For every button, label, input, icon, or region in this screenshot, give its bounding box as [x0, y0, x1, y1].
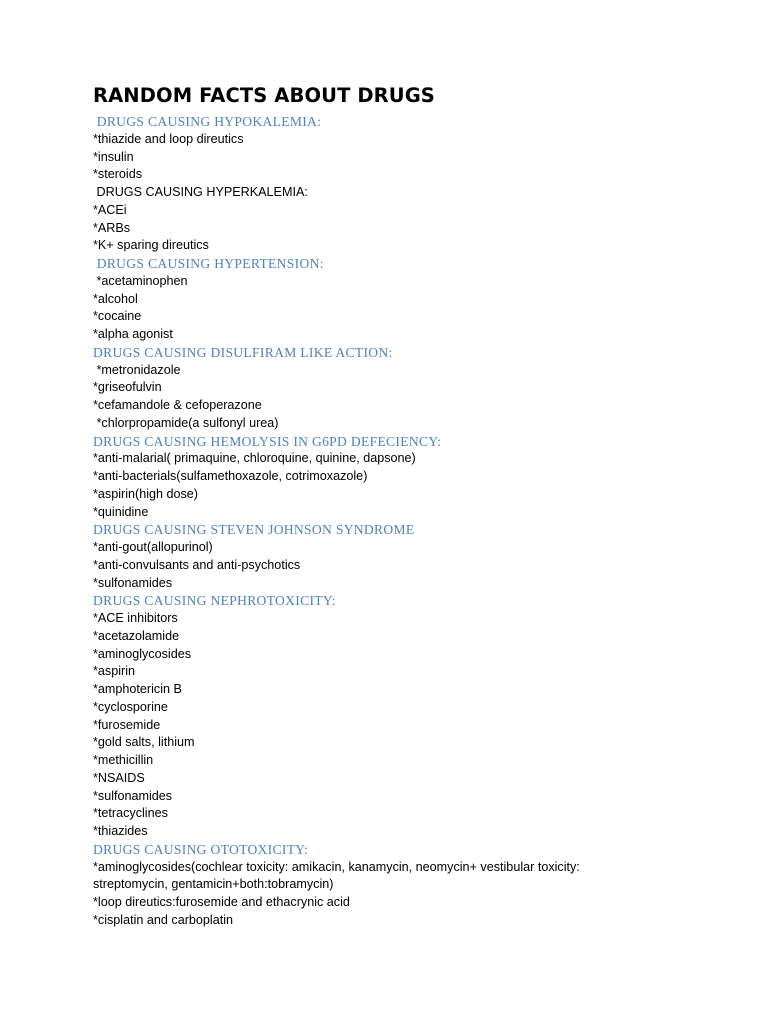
section-heading: DRUGS CAUSING OTOTOXICITY:: [93, 841, 309, 857]
list-item: *thiazide and loop direutics: [93, 131, 244, 146]
section-heading: DRUGS CAUSING HEMOLYSIS IN G6PD DEFECIENCY:: [93, 433, 442, 449]
list-item: *gold salts, lithium: [93, 735, 195, 750]
list-item: *cefamandole & cefoperazone: [93, 398, 262, 412]
section-heading: DRUGS CAUSING HYPERKALEMIA:: [93, 185, 308, 199]
list-item: *aminoglycosides: [93, 646, 192, 661]
list-item: *chlorpropamide(a sulfonyl urea): [93, 415, 279, 430]
list-item: *anti-bacterials(sulfamethoxazole, cotrimoxazole): [93, 469, 368, 483]
list-item: *sulfonamides: [93, 788, 173, 803]
list-item: *alcohol: [93, 291, 138, 306]
list-item: *acetazolamide: [93, 628, 180, 643]
list-item: *loop direutics:furosemide and ethacrynic acid: [93, 895, 350, 909]
document-body: [93, 113, 733, 930]
list-item: *thiazides: [93, 824, 148, 838]
list-item: *aspirin: [93, 664, 135, 679]
section-heading: DRUGS CAUSING DISULFIRAM LIKE ACTION:: [93, 344, 393, 360]
list-item: *cocaine: [93, 309, 142, 324]
list-item: *cyclosporine: [93, 699, 168, 714]
list-item: streptomycin, gentamicin+both:tobramycin): [93, 877, 334, 892]
section-heading: DRUGS CAUSING NEPHROTOXICITY:: [93, 593, 336, 609]
section-heading: DRUGS CAUSING HYPOKALEMIA:: [93, 114, 322, 129]
list-item: *K+ sparing direutics: [93, 238, 209, 253]
section-heading: DRUGS CAUSING STEVEN JOHNSON SYNDROME: [93, 522, 415, 538]
list-item: *ARBs: [93, 220, 131, 235]
list-item: *ACEi: [93, 202, 127, 217]
list-item: *aminoglycosides(cochlear toxicity: amikacin, kanamycin, neomycin+ vestibular toxicity:: [93, 859, 580, 874]
list-item: *amphotericin B: [93, 682, 182, 696]
list-item: *sulfonamides: [93, 575, 173, 590]
list-item: *ACE inhibitors: [93, 611, 178, 625]
list-item: *steroids: [93, 167, 142, 182]
list-item: *anti-malarial( primaquine, chloroquine, quinine, dapsone): [93, 451, 416, 466]
section-heading: DRUGS CAUSING HYPERTENSION:: [93, 256, 324, 271]
list-item: *aspirin(high dose): [93, 486, 199, 501]
list-item: *NSAIDS: [93, 770, 145, 785]
list-item: *methicillin: [93, 753, 154, 767]
list-item: *anti-convulsants and anti-psychotics: [93, 557, 301, 572]
list-item: *insulin: [93, 149, 134, 164]
document-page: [93, 84, 733, 930]
list-item: *alpha agonist: [93, 327, 173, 341]
list-item: *anti-gout(allopurinol): [93, 540, 213, 554]
list-item: *tetracyclines: [93, 806, 168, 821]
list-item: *furosemide: [93, 717, 161, 732]
list-item: *cisplatin and carboplatin: [93, 912, 234, 927]
list-item: *griseofulvin: [93, 380, 162, 395]
document-title: RANDOM FACTS ABOUT DRUGS: [93, 84, 435, 107]
list-item: *quinidine: [93, 504, 149, 519]
list-item: *acetaminophen: [93, 273, 188, 288]
list-item: *metronidazole: [93, 362, 181, 377]
